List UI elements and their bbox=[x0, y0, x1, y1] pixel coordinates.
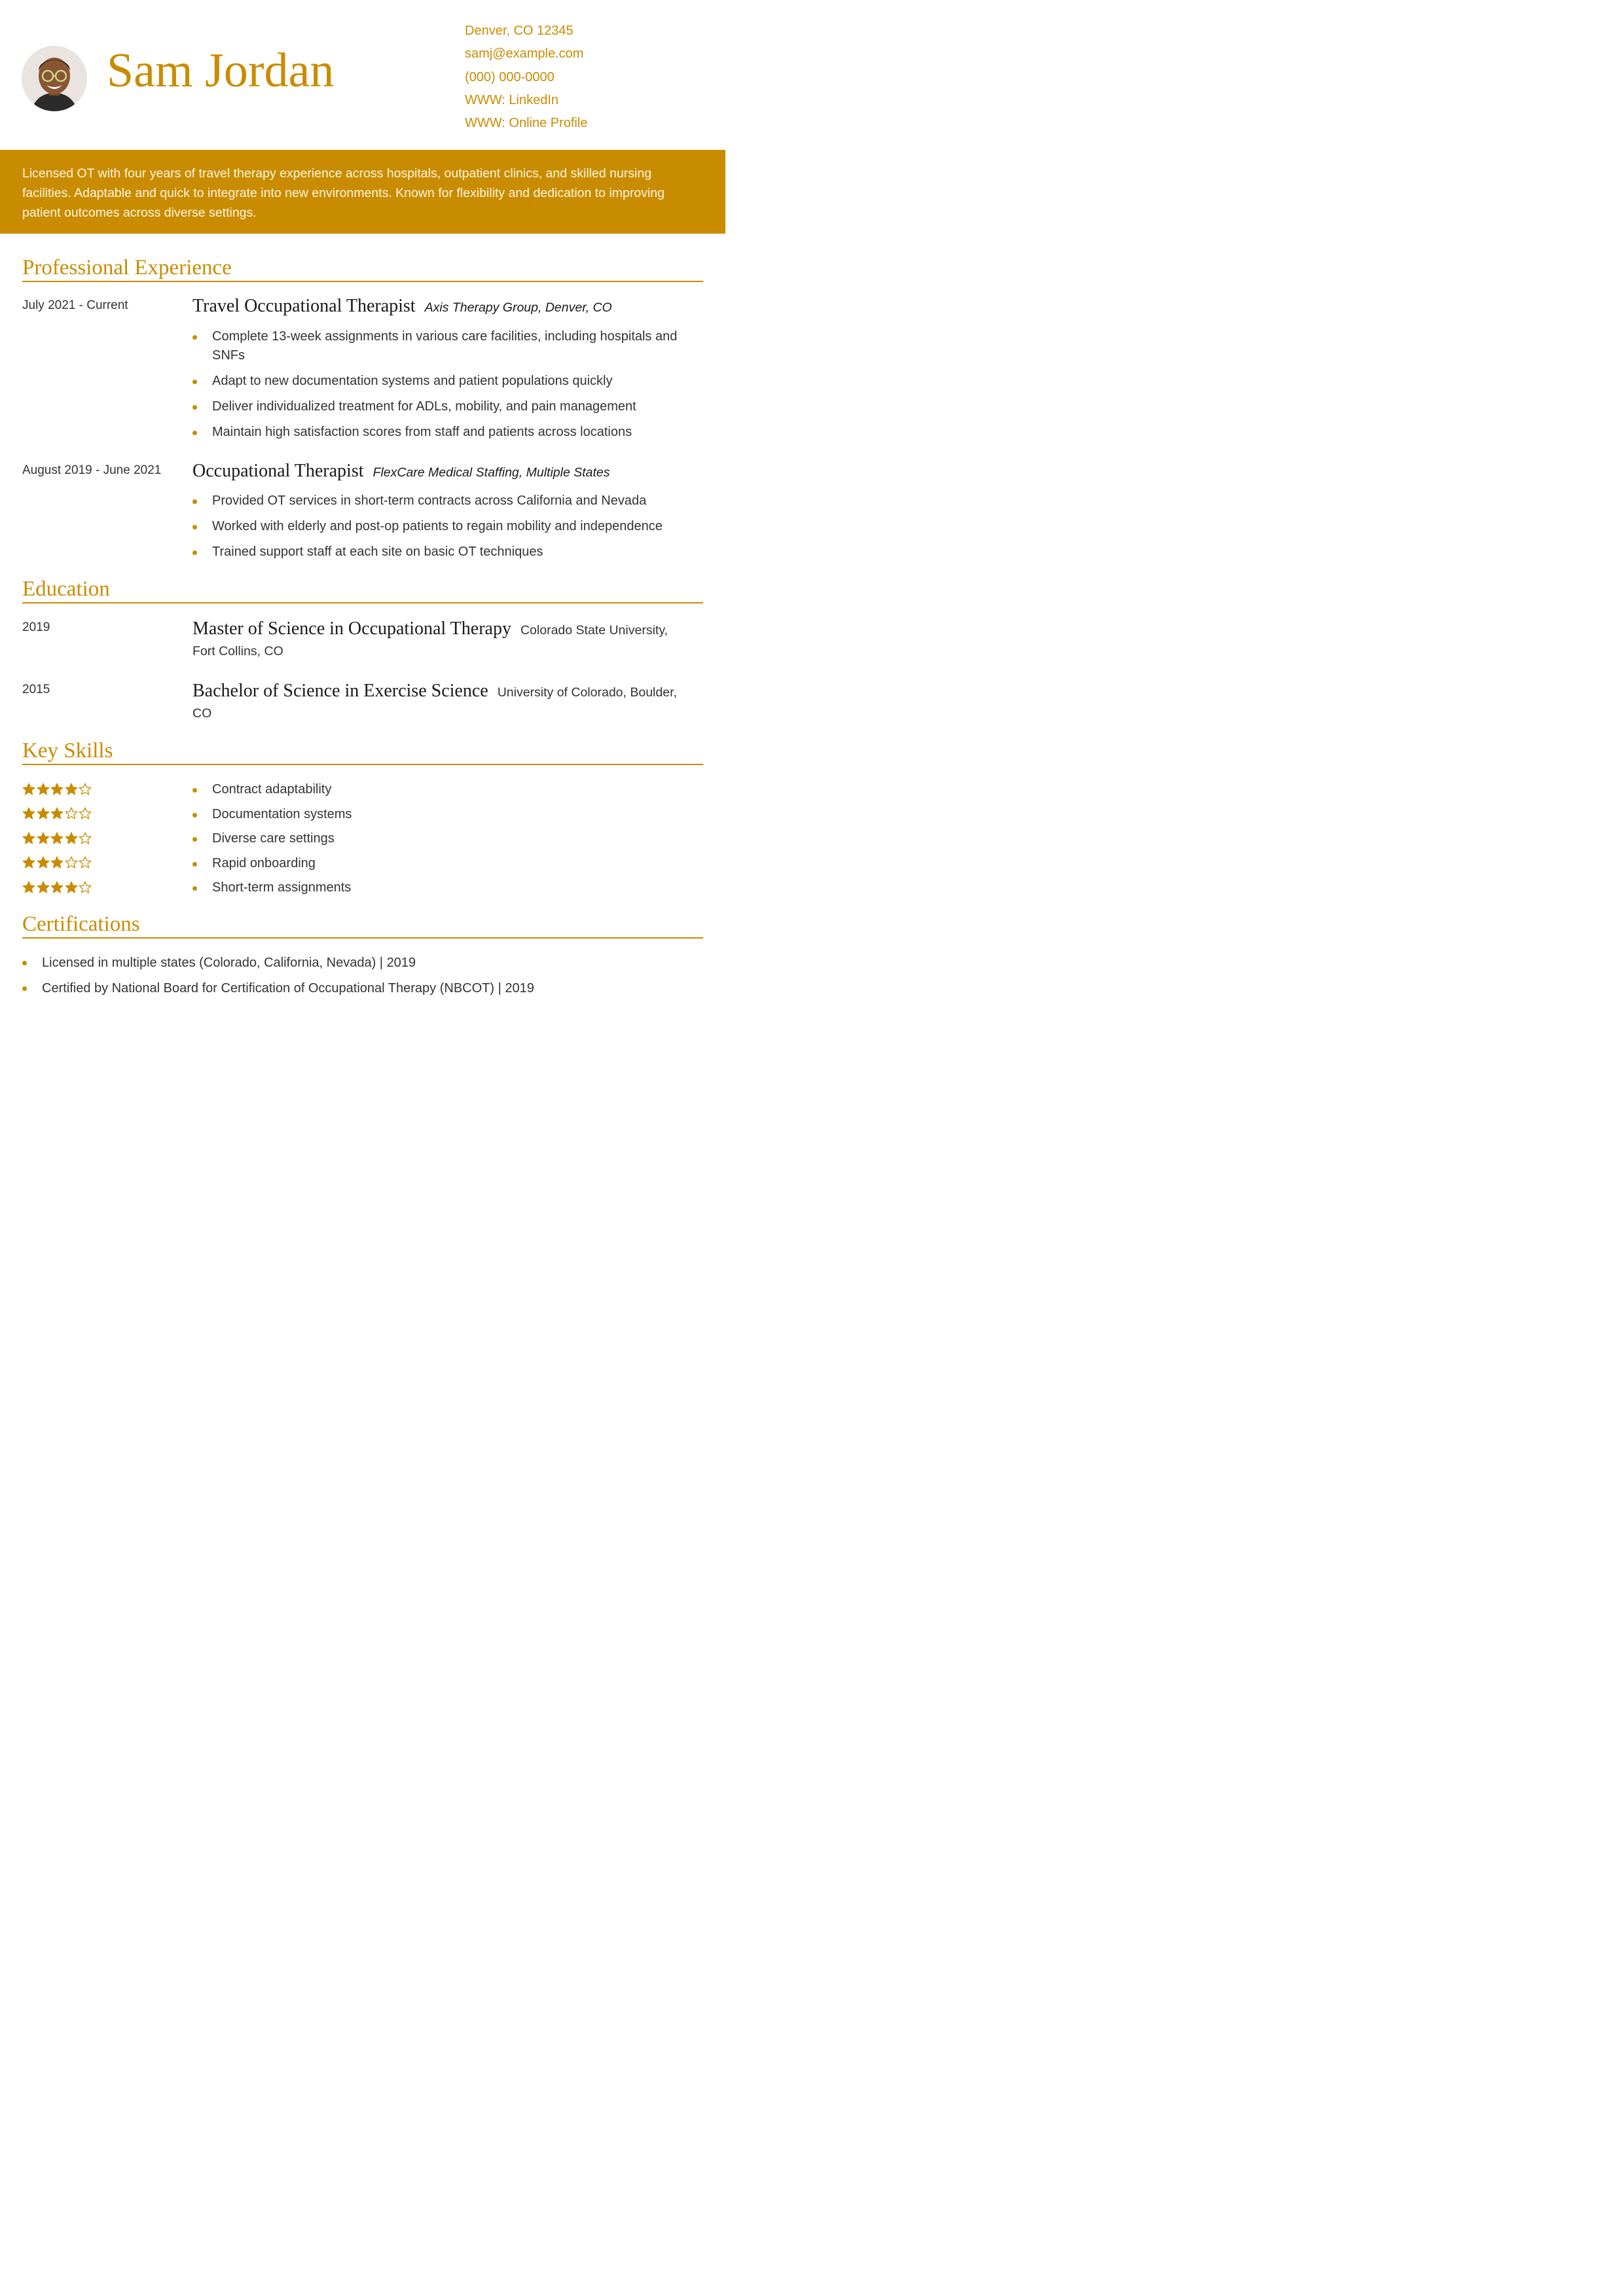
job-1-dates: July 2021 - Current bbox=[22, 298, 128, 312]
star-empty-icon bbox=[79, 783, 92, 796]
list-item: Adapt to new documentation systems and patient populations quickly bbox=[192, 372, 697, 391]
star-empty-icon bbox=[79, 807, 92, 820]
star-filled-icon bbox=[50, 783, 64, 796]
list-item: Rapid onboarding bbox=[192, 852, 352, 876]
star-filled-icon bbox=[22, 832, 35, 845]
contact-email[interactable]: samj@example.com bbox=[465, 46, 584, 62]
list-item: Trained support staff at each site on basic OT techniques bbox=[192, 543, 697, 562]
contact-profile-link[interactable]: WWW: Online Profile bbox=[465, 116, 588, 131]
list-item: Worked with elderly and post-op patients to regain mobility and independence bbox=[192, 517, 697, 536]
summary-band bbox=[0, 150, 725, 234]
contact-linkedin-link[interactable]: WWW: LinkedIn bbox=[465, 92, 558, 107]
list-item: Provided OT services in short-term contracts across California and Nevada bbox=[192, 492, 697, 511]
edu-2-year: 2015 bbox=[22, 683, 50, 696]
edu-2-entry bbox=[192, 681, 690, 724]
job-1-header bbox=[192, 296, 703, 317]
profile-photo bbox=[22, 46, 87, 111]
job-2-dates: August 2019 - June 2021 bbox=[22, 463, 162, 477]
job-2-company: FlexCare Medical Staffing, Multiple States bbox=[373, 465, 610, 480]
section-title-skills: Key Skills bbox=[22, 739, 703, 765]
skills-list bbox=[192, 778, 352, 901]
star-filled-icon bbox=[50, 832, 64, 845]
summary-text: Licensed OT with four years of travel therapy experience across hospitals, outpatient clinics, and skilled nursing facilities. Adaptable and quick to integrate into new environments. Known for flexibility and dedication to improving patient outcomes across diverse settings. bbox=[22, 166, 665, 220]
star-empty-icon bbox=[79, 832, 92, 845]
star-filled-icon bbox=[50, 881, 64, 894]
star-empty-icon bbox=[79, 856, 92, 869]
contact-phone[interactable]: (000) 000-0000 bbox=[465, 69, 555, 84]
contact-block bbox=[465, 21, 587, 136]
job-1-bullets bbox=[192, 327, 697, 448]
star-empty-icon bbox=[65, 807, 78, 820]
list-item: Short-term assignments bbox=[192, 876, 352, 901]
section-title-education: Education bbox=[22, 577, 703, 603]
list-item: Deliver individualized treatment for ADLs, mobility, and pain management bbox=[192, 397, 697, 416]
job-1-company: Axis Therapy Group, Denver, CO bbox=[424, 300, 612, 315]
skill-rating-1 bbox=[22, 777, 93, 802]
skill-rating-2 bbox=[22, 802, 93, 827]
star-filled-icon bbox=[37, 783, 50, 796]
list-item: Licensed in multiple states (Colorado, California, Nevada) | 2019 bbox=[22, 950, 703, 976]
star-filled-icon bbox=[22, 807, 35, 820]
star-filled-icon bbox=[22, 856, 35, 869]
star-filled-icon bbox=[22, 783, 35, 796]
star-filled-icon bbox=[22, 881, 35, 894]
star-filled-icon bbox=[37, 856, 50, 869]
star-empty-icon bbox=[79, 881, 92, 894]
skill-rating-5 bbox=[22, 875, 93, 900]
list-item: Maintain high satisfaction scores from staff and patients across locations bbox=[192, 423, 697, 442]
star-filled-icon bbox=[50, 807, 64, 820]
edu-1-year: 2019 bbox=[22, 620, 50, 634]
edu-2-degree: Bachelor of Science in Exercise Science bbox=[192, 681, 488, 701]
list-item: Complete 13-week assignments in various care facilities, including hospitals and SNFs bbox=[192, 327, 697, 365]
star-filled-icon bbox=[37, 807, 50, 820]
star-filled-icon bbox=[65, 783, 78, 796]
edu-1-school: Colorado State University, Fort Collins, CO bbox=[192, 623, 668, 658]
edu-1-degree: Master of Science in Occupational Therapy bbox=[192, 619, 511, 639]
skill-rating-4 bbox=[22, 851, 93, 876]
skill-ratings bbox=[22, 777, 93, 900]
candidate-name: Sam Jordan bbox=[107, 44, 335, 98]
job-2-title: Occupational Therapist bbox=[192, 461, 364, 481]
section-title-certifications: Certifications bbox=[22, 912, 703, 939]
star-filled-icon bbox=[65, 881, 78, 894]
list-item: Diverse care settings bbox=[192, 827, 352, 852]
certifications-list bbox=[22, 950, 703, 1001]
star-filled-icon bbox=[37, 832, 50, 845]
star-filled-icon bbox=[50, 856, 64, 869]
avatar-icon bbox=[22, 46, 87, 111]
job-1-title: Travel Occupational Therapist bbox=[192, 296, 416, 316]
list-item: Documentation systems bbox=[192, 802, 352, 827]
skill-rating-3 bbox=[22, 826, 93, 851]
job-2-bullets bbox=[192, 492, 697, 568]
edu-1-entry bbox=[192, 619, 690, 662]
star-filled-icon bbox=[65, 832, 78, 845]
list-item: Contract adaptability bbox=[192, 778, 352, 802]
section-title-experience: Professional Experience bbox=[22, 256, 703, 282]
contact-location: Denver, CO 12345 bbox=[465, 24, 574, 38]
star-empty-icon bbox=[65, 856, 78, 869]
job-2-header bbox=[192, 461, 703, 482]
star-filled-icon bbox=[37, 881, 50, 894]
edu-2-school: University of Colorado, Boulder, CO bbox=[192, 685, 677, 721]
list-item: Certified by National Board for Certification of Occupational Therapy (NBCOT) | 2019 bbox=[22, 976, 703, 1001]
